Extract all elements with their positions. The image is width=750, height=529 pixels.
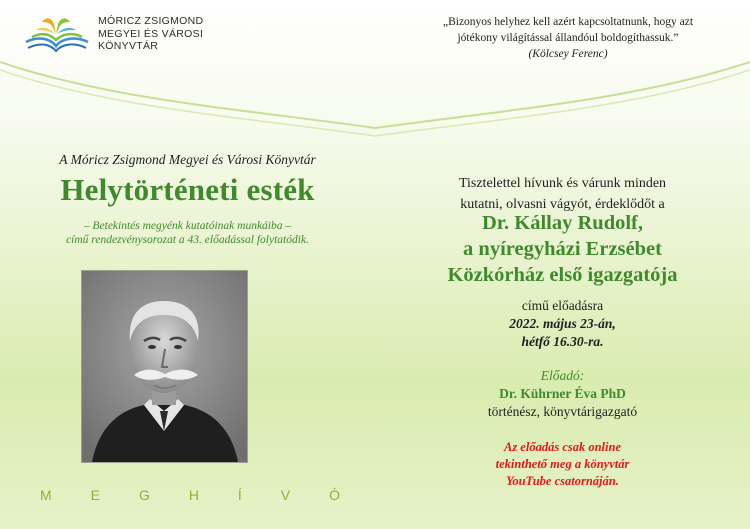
series-subtitle bbox=[0, 219, 375, 247]
invite-letter: H bbox=[188, 487, 199, 503]
invite-letter: Í bbox=[237, 487, 242, 503]
online-notice-line-3: YouTube csatornáján. bbox=[506, 474, 619, 488]
quote-block bbox=[403, 14, 733, 62]
right-panel bbox=[375, 0, 750, 529]
open-book-logo-icon bbox=[22, 12, 92, 54]
invitation-word bbox=[40, 487, 340, 503]
quote-line-1: „Bizonyos helyhez kell azért kapcsoltatnunk, hogy azt bbox=[442, 16, 694, 28]
lecture-title-line-3: Közkórház első igazgatója bbox=[447, 264, 678, 286]
logo-text-line-1: MÓRICZ ZSIGMOND bbox=[98, 15, 204, 27]
logo-text-line-2: MEGYEI ÉS VÁROSI bbox=[98, 27, 204, 40]
lecture-title-line-1: Dr. Kállay Rudolf, bbox=[482, 212, 643, 234]
speaker-label: Előadó: bbox=[540, 368, 585, 383]
lecture-title bbox=[375, 210, 750, 288]
lecture-time: hétfő 16.30-ra. bbox=[521, 334, 604, 349]
speaker-name: Dr. Kührner Éva PhD bbox=[499, 386, 626, 401]
logo-text-line-3: KÖNYVTÁR bbox=[98, 40, 159, 52]
quote-line-2: jótékony világítással állandóul boldogíthassuk.” bbox=[457, 32, 679, 44]
library-logo bbox=[22, 12, 212, 60]
intro-line-1: Tisztelettel hívunk és várunk minden bbox=[458, 176, 667, 191]
quote-author: (Kölcsey Ferenc) bbox=[528, 48, 608, 60]
invite-letter: G bbox=[138, 487, 150, 503]
lecture-details bbox=[375, 297, 750, 351]
invite-letter: Ó bbox=[329, 487, 340, 503]
portrait-photo bbox=[81, 270, 248, 463]
speaker-role: történész, könyvtárigazgató bbox=[487, 404, 638, 419]
online-notice bbox=[375, 439, 750, 490]
speaker-block bbox=[375, 367, 750, 421]
series-title: Helytörténeti esték bbox=[60, 172, 315, 207]
online-notice-line-1: Az előadás csak online bbox=[503, 440, 622, 454]
intro-line-2: kutatni, olvasni vágyót, érdeklődőt a bbox=[460, 197, 665, 212]
online-notice-line-2: tekinthető meg a könyvtár bbox=[495, 457, 630, 471]
invite-letter: E bbox=[90, 487, 100, 503]
subtitle-line-2: című rendezvénysorozat a 43. előadással folytatódik. bbox=[66, 234, 309, 246]
invite-letter: M bbox=[40, 487, 52, 503]
lecture-title-line-2: a nyíregyházi Erzsébet bbox=[463, 238, 662, 260]
organizer-line: A Móricz Zsigmond Megyei és Városi Könyvtár bbox=[59, 152, 316, 167]
lecture-word: című előadásra bbox=[521, 298, 604, 313]
invitation-intro bbox=[375, 173, 750, 215]
lecture-date: 2022. május 23-án, bbox=[509, 316, 616, 331]
subtitle-line-1: – Betekintés megyénk kutatóinak munkáiba – bbox=[83, 220, 292, 232]
invite-letter: V bbox=[280, 487, 291, 503]
